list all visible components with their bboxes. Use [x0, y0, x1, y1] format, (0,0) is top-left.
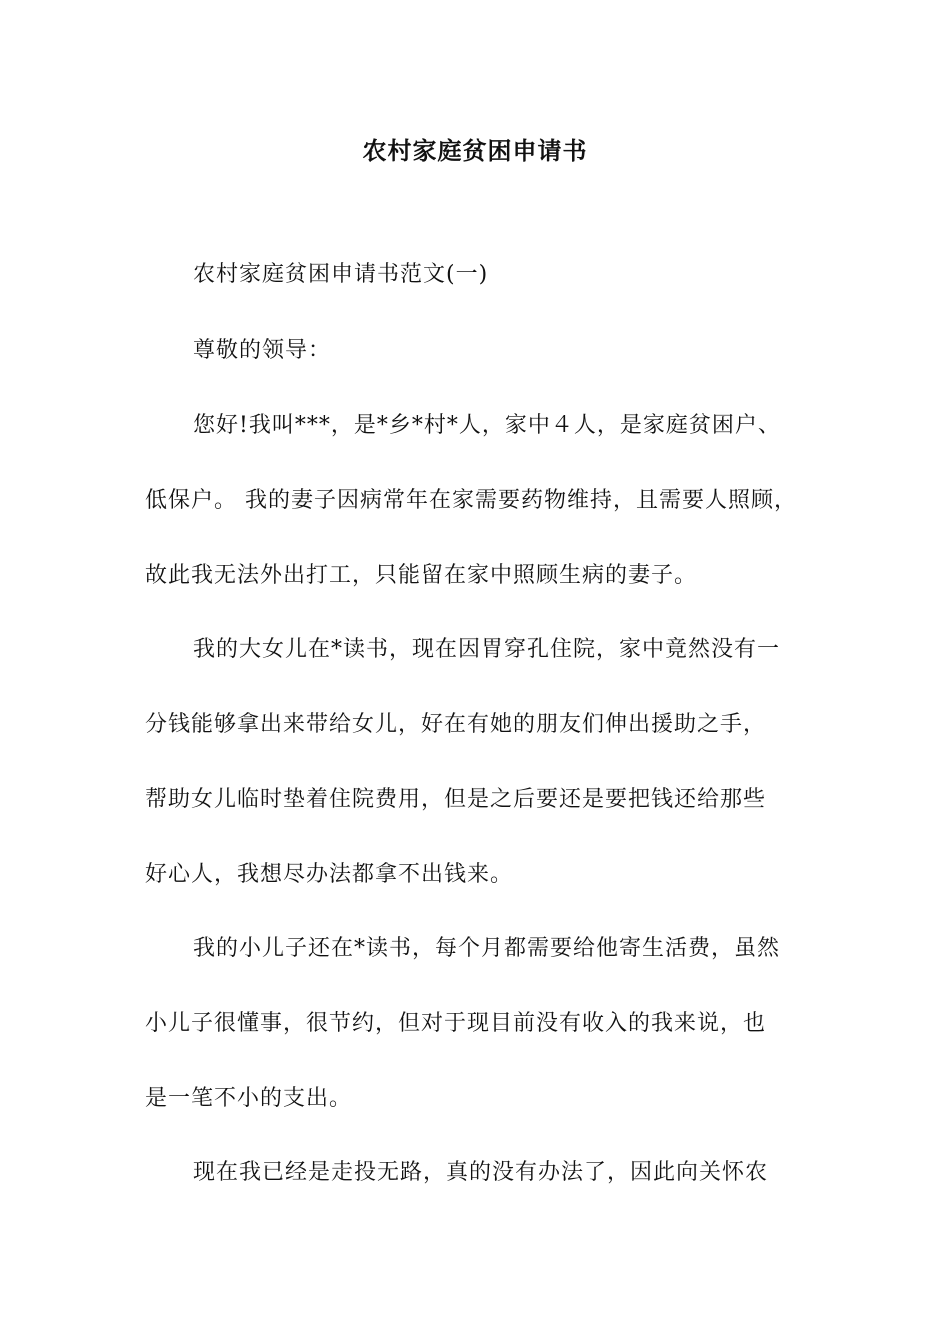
text-line: 好心人，我想尽办法都拿不出钱来。	[145, 862, 514, 887]
text-line: 低保户。 我的妻子因病常年在家需要药物维持，且需要人照顾，	[145, 488, 797, 513]
text-line: 小儿子很懂事，很节约，但对于现目前没有收入的我来说，也	[145, 1011, 767, 1036]
text-line: 我的小儿子还在*读书，每个月都需要给他寄生活费，虽然	[193, 936, 781, 961]
text-line: 我的大女儿在*读书，现在因胃穿孔住院，家中竟然没有一	[193, 637, 781, 662]
document-title: 农村家庭贫困申请书	[362, 136, 588, 165]
text-line: 故此我无法外出打工，只能留在家中照顾生病的妻子。	[145, 563, 698, 588]
text-line: 您好!我叫***，是*乡*村*人，家中４人，是家庭贫困户、	[193, 413, 781, 438]
text-line: 农村家庭贫困申请书范文(一)	[193, 262, 489, 287]
text-line: 分钱能够拿出来带给女儿，好在有她的朋友们伸出援助之手，	[145, 712, 767, 737]
text-line: 现在我已经是走投无路，真的没有办法了，因此向关怀农	[193, 1160, 769, 1185]
text-line: 是一笔不小的支出。	[145, 1086, 353, 1111]
text-line: 尊敬的领导：	[193, 338, 332, 363]
text-line: 帮助女儿临时垫着住院费用，但是之后要还是要把钱还给那些	[145, 787, 767, 812]
